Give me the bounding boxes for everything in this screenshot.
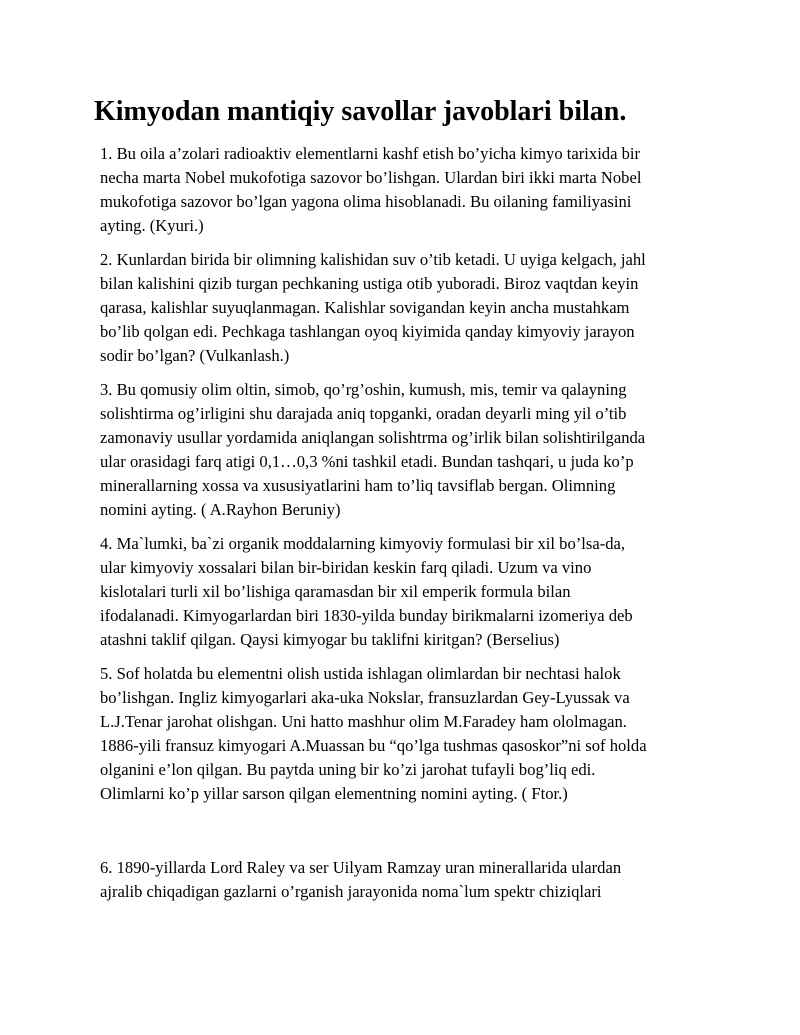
question-2 bbox=[94, 248, 710, 368]
text-line: sodir bo’lgan? (Vulkanlash.) bbox=[100, 346, 290, 365]
text-line: ayting. (Kyuri.) bbox=[100, 216, 204, 235]
text-line: kislotalari turli xil bo’lishiga qaramasdan bir xil emperik formula bilan bbox=[100, 582, 571, 601]
question-6 bbox=[94, 856, 710, 904]
question-3 bbox=[94, 378, 710, 522]
text-line: ajralib chiqadigan gazlarni o’rganish jarayonida noma`lum spektr chiziqlari bbox=[100, 882, 602, 901]
text-line: ifodalanadi. Kimyogarlardan biri 1830-yilda bunday birikmalarni izomeriya deb bbox=[100, 606, 633, 625]
text-line: 5. Sof holatda bu elementni olish ustida ishlagan olimlardan bir nechtasi halok bbox=[100, 664, 621, 683]
question-1 bbox=[94, 142, 710, 238]
text-line: nomini ayting. ( A.Rayhon Beruniy) bbox=[100, 500, 341, 519]
question-5 bbox=[94, 662, 710, 806]
blank-space bbox=[94, 816, 710, 856]
text-line: bo’lishgan. Ingliz kimyogarlari aka-uka Nokslar, fransuzlardan Gey-Lyussak va bbox=[100, 688, 630, 707]
text-line: ular orasidagi farq atigi 0,1…0,3 %ni tashkil etadi. Bundan tashqari, u juda ko’p bbox=[100, 452, 634, 471]
text-line: 4. Ma`lumki, ba`zi organik moddalarning kimyoviy formulasi bir xil bo’lsa-da, bbox=[100, 534, 626, 553]
text-line: olganini e’lon qilgan. Bu paytda uning bir ko’zi jarohat tufayli bog’liq edi. bbox=[100, 760, 596, 779]
text-line: 2. Kunlardan birida bir olimning kalishidan suv o’tib ketadi. U uyiga kelgach, jahl bbox=[100, 250, 646, 269]
text-line: atashni taklif qilgan. Qaysi kimyogar bu taklifni kiritgan? (Berselius) bbox=[100, 630, 560, 649]
text-line: 1886-yili fransuz kimyogari A.Muassan bu “qo’lga tushmas qasoskor”ni sof holda bbox=[100, 736, 647, 755]
text-line: qarasa, kalishlar suyuqlanmagan. Kalishlar sovigandan keyin ancha mustahkam bbox=[100, 298, 630, 317]
text-line: 1. Bu oila a’zolari radioaktiv elementlarni kashf etish bo’yicha kimyo tarixida bir bbox=[100, 144, 641, 163]
text-line: L.J.Tenar jarohat olishgan. Uni hatto mashhur olim M.Faradey ham ololmagan. bbox=[100, 712, 627, 731]
text-line: zamonaviy usullar yordamida aniqlangan solishtrma og’irlik bilan solishtirilganda bbox=[100, 428, 646, 447]
text-line: 3. Bu qomusiy olim oltin, simob, qo’rg’oshin, kumush, mis, temir va qalayning bbox=[100, 380, 627, 399]
text-line: ular kimyoviy xossalari bilan bir-biridan keskin farq qiladi. Uzum va vino bbox=[100, 558, 592, 577]
text-line: solishtirma og’irligini shu darajada aniq topganki, oradan deyarli ming yil o’tib bbox=[100, 404, 627, 423]
question-4 bbox=[94, 532, 710, 652]
text-line: bo’lib qolgan edi. Pechkaga tashlangan oyoq kiyimida qanday kimyoviy jarayon bbox=[100, 322, 635, 341]
text-line: Olimlarni ko’p yillar sarson qilgan elementning nomini ayting. ( Ftor.) bbox=[100, 784, 568, 803]
text-line: 6. 1890-yillarda Lord Raley va ser Uilyam Ramzay uran minerallarida ulardan bbox=[100, 858, 622, 877]
text-line: mukofotiga sazovor bo’lgan yagona olima hisoblanadi. Bu oilaning familiyasini bbox=[100, 192, 632, 211]
text-line: necha marta Nobel mukofotiga sazovor bo’lishgan. Ulardan biri ikki marta Nobel bbox=[100, 168, 642, 187]
text-line: bilan kalishini qizib turgan pechkaning ustiga otib yuboradi. Biroz vaqtdan keyin bbox=[100, 274, 639, 293]
page-title: Kimyodan mantiqiy savollar javoblari bilan. bbox=[94, 96, 627, 127]
document-page bbox=[94, 96, 710, 914]
text-line: minerallarning xossa va xususiyatlarini ham to’liq tavsiflab bergan. Olimning bbox=[100, 476, 616, 495]
